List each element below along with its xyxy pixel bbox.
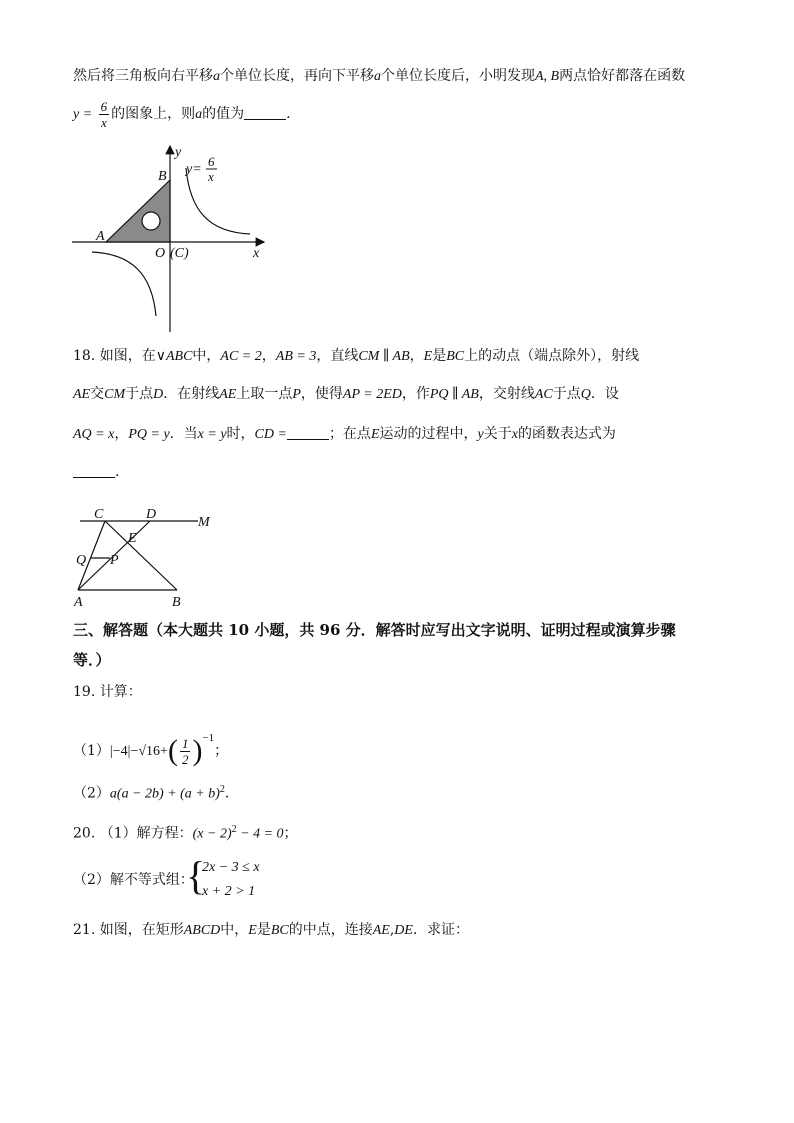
answer-blank-function[interactable]	[73, 463, 115, 478]
triangle-figure	[70, 502, 220, 610]
label-A: A	[74, 595, 83, 610]
label-func-den: x	[208, 169, 214, 184]
plate-hole	[142, 212, 160, 230]
label-x-axis: x	[253, 246, 260, 261]
section-heading: 三、解答题（本大题共 10 小题，共 96 分．解答时应写出文字说明、证明过程或演算步骤	[73, 621, 676, 639]
label-B: B	[158, 169, 167, 184]
q18-line3: AQ = x，PQ = y．当x = y时，CD = ；在点E运动的过程中，y关于x的函数表达式为	[73, 426, 616, 442]
hyperbola-branch-q3	[92, 252, 156, 316]
label-B: B	[172, 595, 181, 610]
label-E: E	[128, 531, 137, 546]
q19-label: 19. 计算：	[73, 684, 142, 700]
q19-part1: （1）|−4|−√16+( $\frac{1}{2}$ )$^{-1}$；	[73, 732, 229, 767]
triangle-plate	[106, 180, 170, 242]
q18-line1: 18. 如图，在∨ABC中，AC = 2，AB = 3，直线CM ∥ AB，E是BC上的动点（端点除外），射线	[73, 348, 640, 364]
section-heading-cont: 等．）	[73, 651, 111, 669]
label-Q: Q	[76, 553, 87, 568]
system-brace: {	[186, 853, 206, 898]
q18-line2: AE交CM于点D．在射线AE上取一点P，使得AP = 2ED，作PQ ∥ AB，交射线AC于点Q．设	[73, 386, 619, 402]
answer-blank-cd[interactable]	[287, 425, 329, 440]
label-func-y: y=	[186, 162, 202, 177]
label-y-axis: y	[175, 145, 182, 160]
label-D: D	[146, 507, 157, 522]
q20-part2-label: （2）解不等式组：	[73, 872, 194, 888]
q20-part1: 20. （1）解方程：$(x - 2)^2 - 4 = 0$；	[73, 824, 298, 842]
q17-line2: y = $\frac{6}{x}$ 的图象上，则a的值为 .	[73, 98, 291, 130]
q19-part2: $(2)a(a - 2b) + (a + b)^2$.	[73, 784, 230, 802]
q17-line1: 然后将三角板向右平移a个单位长度，再向下平移a个单位长度后，小明发现A, B两点恰好都落在函数	[73, 68, 686, 84]
hyperbola-figure	[68, 140, 273, 335]
label-P: P	[110, 553, 119, 568]
label-A: A	[96, 229, 105, 244]
q18-line4: .	[73, 462, 119, 482]
label-O: O	[155, 246, 166, 261]
label-C: C	[94, 507, 104, 522]
inequality-2: x + 2 > 1	[202, 884, 256, 899]
inequality-1: 2x − 3 ≤ x	[202, 860, 260, 875]
label-M: M	[198, 515, 210, 530]
label-func-num: 6	[208, 154, 215, 169]
answer-blank[interactable]	[244, 105, 286, 120]
q21-line: 21. 如图，在矩形ABCD中，E是BC的中点，连接AE,DE．求证：	[73, 922, 469, 938]
fraction-one-half: $\frac{1}{2}$	[181, 735, 189, 767]
fraction-6-over-x: $\frac{6}{x}$	[100, 98, 108, 130]
label-C: (C)	[170, 246, 189, 261]
hyperbola-branch-q1	[186, 168, 250, 234]
